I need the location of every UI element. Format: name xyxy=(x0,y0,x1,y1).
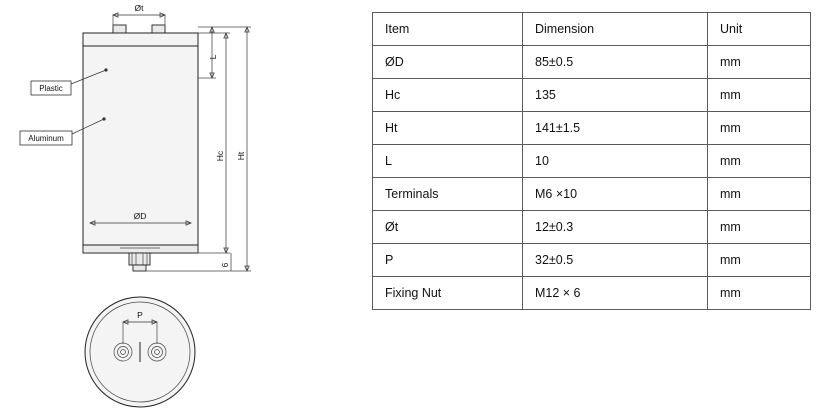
dim-Hc xyxy=(198,33,230,253)
table-row xyxy=(373,112,811,145)
dim-6 xyxy=(221,253,231,271)
specification-table-wrapper xyxy=(372,12,810,310)
table-cell-dimension: M6 ×10 xyxy=(523,178,708,211)
table-header-row xyxy=(373,13,811,46)
capacitor-drawing-svg xyxy=(0,0,360,420)
table-cell-item: Fixing Nut xyxy=(373,277,523,310)
can-bottom-plate xyxy=(83,245,198,253)
dim-Ht-label: Ht xyxy=(236,151,246,161)
table-cell-unit: mm xyxy=(708,145,811,178)
table-cell-dimension: 32±0.5 xyxy=(523,244,708,277)
table-cell-unit: mm xyxy=(708,211,811,244)
table-cell-unit: mm xyxy=(708,277,811,310)
dim-phi-D-label: ØD xyxy=(133,211,147,221)
table-cell-dimension: 10 xyxy=(523,145,708,178)
dim-6-label: 6 xyxy=(221,262,230,268)
table-row xyxy=(373,145,811,178)
dim-Hc-label: Hc xyxy=(215,150,225,162)
table-cell-unit: mm xyxy=(708,46,811,79)
dim-phi-t xyxy=(113,3,165,27)
table-header-cell-0: Item xyxy=(373,13,523,46)
table-header-cell-2: Unit xyxy=(708,13,811,46)
table-cell-unit: mm xyxy=(708,112,811,145)
table-cell-item: L xyxy=(373,145,523,178)
dim-L xyxy=(198,27,218,78)
table-cell-unit: mm xyxy=(708,244,811,277)
plastic-top-cover xyxy=(83,33,198,46)
table-cell-dimension: 141±1.5 xyxy=(523,112,708,145)
table-row xyxy=(373,211,811,244)
side-view-group xyxy=(20,3,251,271)
table-row xyxy=(373,244,811,277)
table-cell-item: Ht xyxy=(373,112,523,145)
table-header-cell-1: Dimension xyxy=(523,13,708,46)
dim-P-label: P xyxy=(137,310,143,320)
table-cell-dimension: 135 xyxy=(523,79,708,112)
table-row xyxy=(373,277,811,310)
callout-aluminum-label: Aluminum xyxy=(28,134,64,143)
table-row xyxy=(373,178,811,211)
capacitor-drawing-panel xyxy=(0,0,360,420)
table-row xyxy=(373,79,811,112)
table-cell-dimension: 85±0.5 xyxy=(523,46,708,79)
table-cell-dimension: M12 × 6 xyxy=(523,277,708,310)
table-cell-item: P xyxy=(373,244,523,277)
callout-plastic-label: Plastic xyxy=(39,84,63,93)
aluminum-can-body xyxy=(83,46,198,253)
table-cell-item: Øt xyxy=(373,211,523,244)
top-view-group xyxy=(85,297,195,407)
table-cell-unit: mm xyxy=(708,178,811,211)
mounting-stud xyxy=(133,265,146,271)
table-cell-item: ØD xyxy=(373,46,523,79)
table-cell-dimension: 12±0.3 xyxy=(523,211,708,244)
table-row xyxy=(373,46,811,79)
table-cell-item: Hc xyxy=(373,79,523,112)
table-cell-item: Terminals xyxy=(373,178,523,211)
specification-table xyxy=(372,12,811,310)
dim-L-label: L xyxy=(208,54,218,60)
dim-phi-t-label: Øt xyxy=(134,3,144,13)
table-cell-unit: mm xyxy=(708,79,811,112)
